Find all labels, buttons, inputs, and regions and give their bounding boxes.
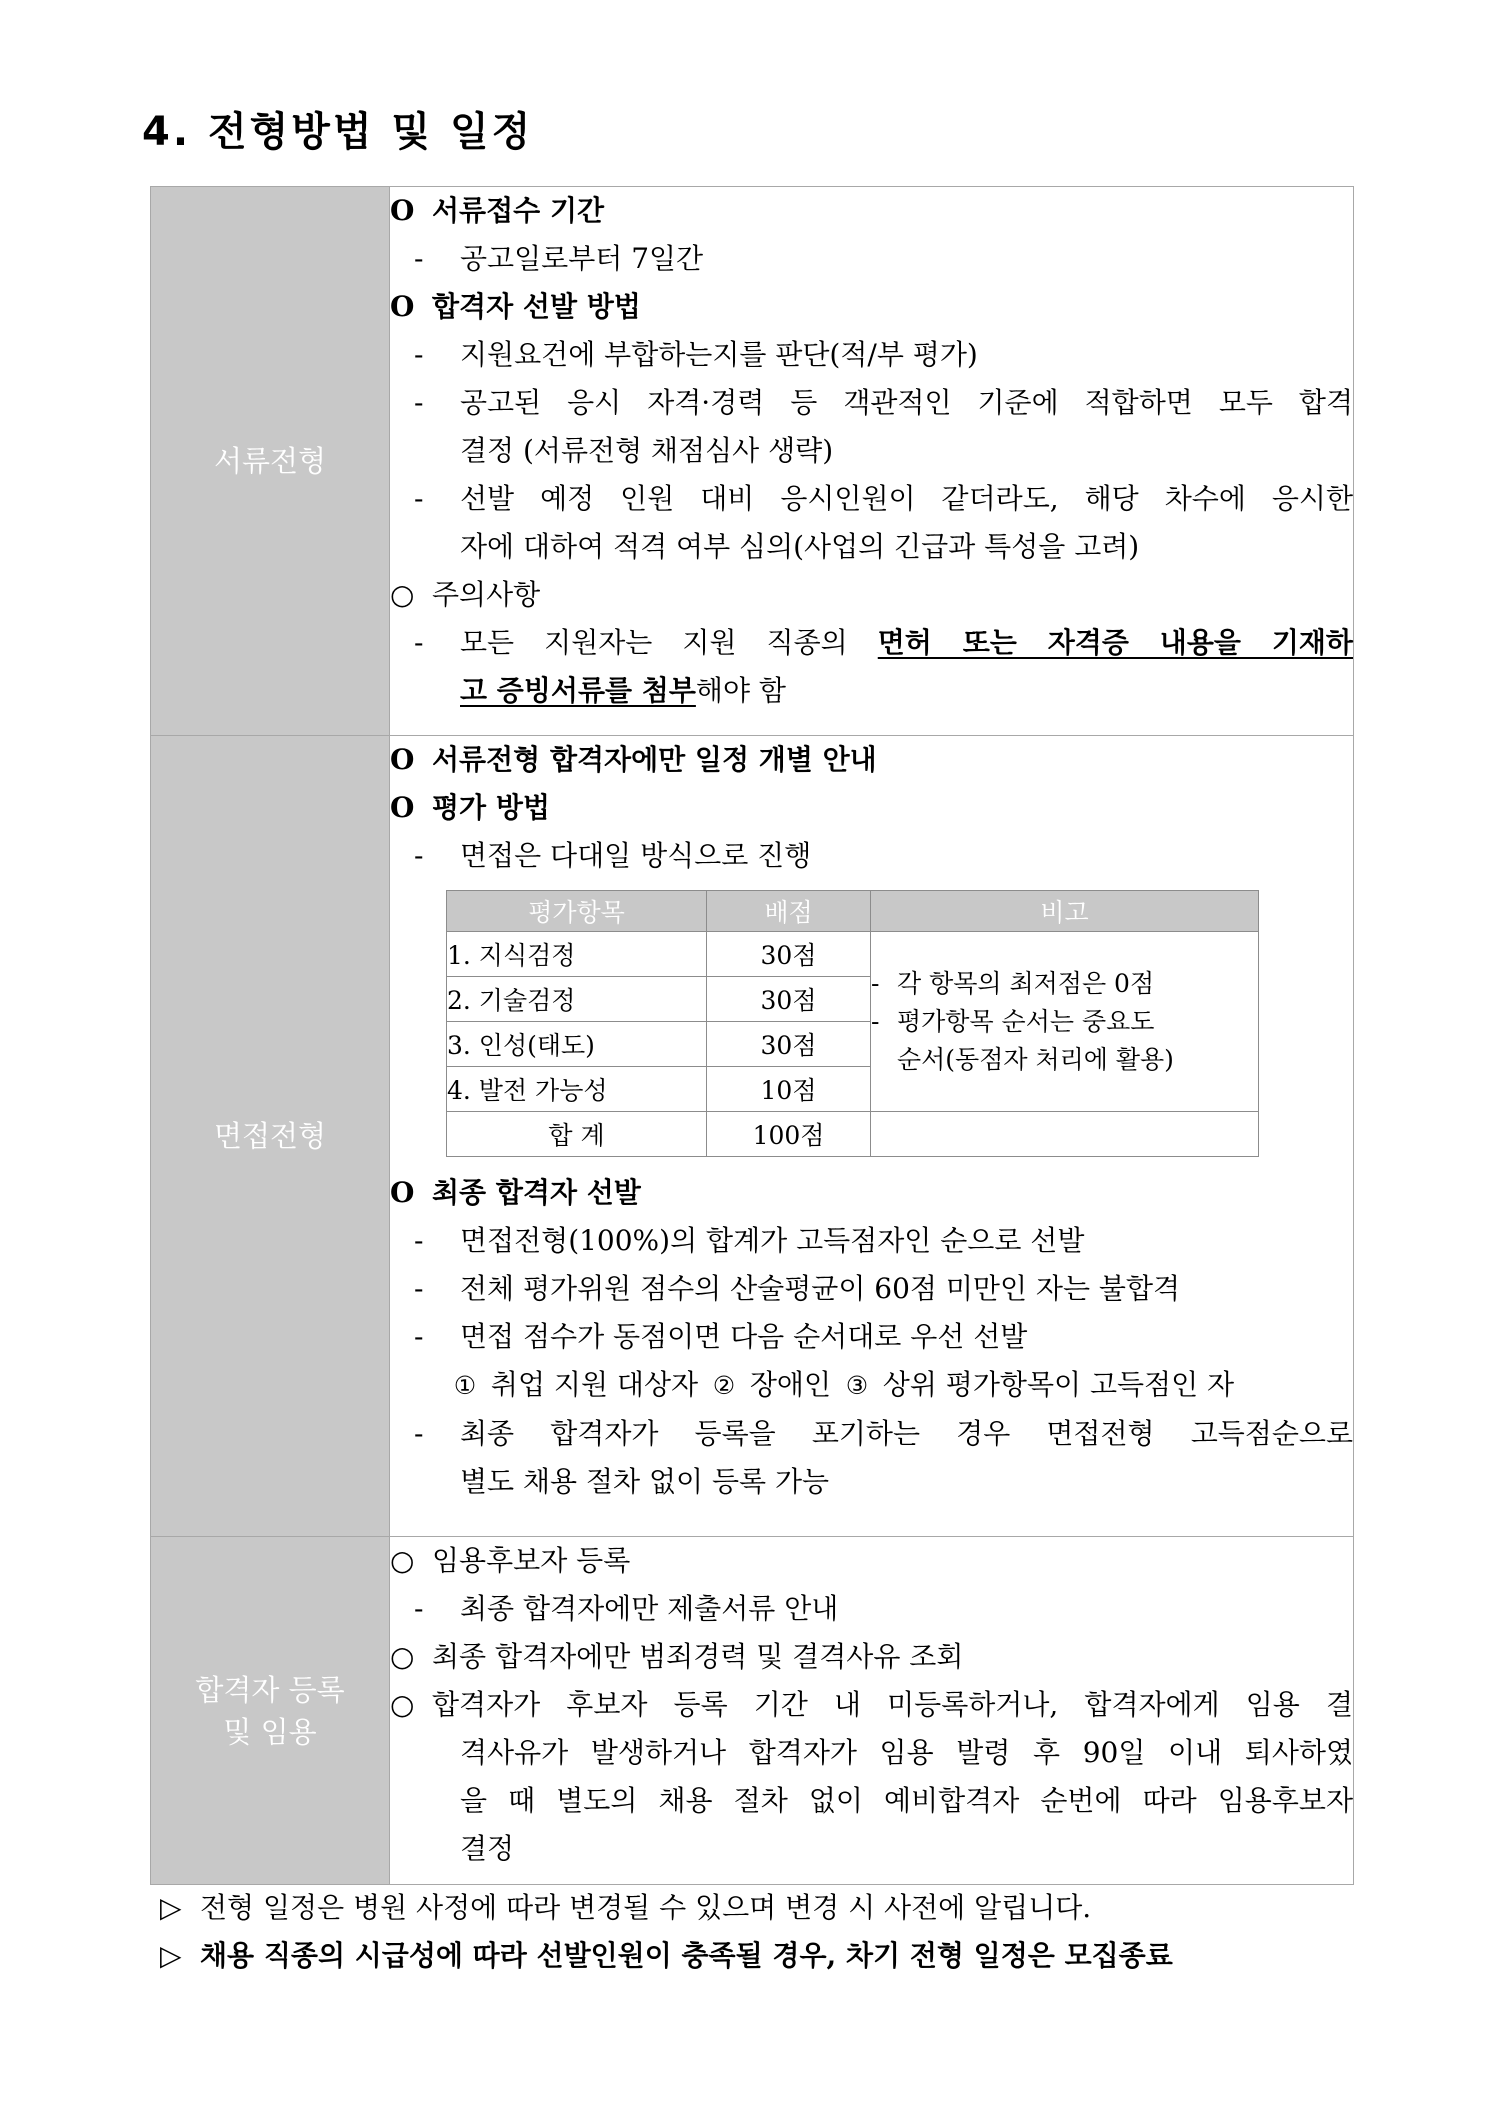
line-text: 을 때 별도의 채용 절차 없이 예비합격자 순번에 따라 임용후보자 [460,1784,1353,1817]
bullet-marker: ○ [390,1544,415,1577]
line-text: 선발 예정 인원 대비 응시인원이 같더라도, 해당 차수에 응시한 [460,482,1353,515]
text-line [390,475,1353,523]
text-line [390,187,1353,235]
line-text: 주의사항 [432,578,541,611]
section-lines [390,187,1353,715]
dash-marker: - [414,242,424,275]
text-line [390,283,1353,331]
priority-order [390,1361,1353,1410]
text-line [390,1585,1353,1633]
note-text: 순서(동점자 처리에 활용) [897,1044,1174,1074]
circled-number: ① [453,1371,477,1400]
line-text: 면접은 다대일 방식으로 진행 [460,839,812,872]
line-text: 합격자가 후보자 등록 기간 내 미등록하거나, 합격자에게 임용 결 [432,1688,1353,1721]
triangle-icon: ▷ [160,1891,182,1924]
section-lines [390,1410,1353,1506]
section-lines [390,736,1353,880]
section-label: 서류전형 [151,187,390,736]
page-title: 4. 전형방법 및 일정 [142,109,534,155]
dash-marker: - [414,1224,424,1257]
line-text: 서류전형 합격자에만 일정 개별 안내 [432,743,877,776]
evaluation-item: 3. 인성(태도) [447,1022,707,1067]
line-text: 자에 대하여 적격 여부 심의(사업의 긴급과 특성을 고려) [460,530,1140,563]
text-line [390,235,1353,283]
line-text: 결정 (서류전형 채점심사 생략) [460,434,834,467]
text-line [390,736,1353,784]
section-lines [390,1169,1353,1361]
footnote [160,1936,1173,1976]
section-interview [151,736,1354,1537]
section-content [390,1537,1354,1885]
priority-text: 장애인 [740,1368,840,1401]
section-registration [151,1537,1354,1885]
text-line [390,571,1353,619]
bullet-marker: ○ [390,578,415,611]
header-item: 평가항목 [447,891,707,932]
bullet-marker: O [390,194,415,227]
line-text: 결정 [460,1832,515,1865]
line-text: 지원요건에 부합하는지를 판단(적/부 평가) [460,338,978,371]
priority-list [448,1368,1234,1401]
line-text: 전체 평가위원 점수의 산술평균이 60점 미만인 자는 불합격 [460,1272,1181,1305]
emphasis-text: 면허 또는 자격증 내용을 기재하 [877,626,1353,659]
emphasis-text: 고 증빙서류를 첨부 [460,674,696,707]
dash-marker: - [871,968,880,998]
section-lines [390,1537,1353,1873]
line-text: 임용후보자 등록 [432,1544,631,1577]
total-note-empty [871,1112,1259,1157]
note-text: 평가항목 순서는 중요도 [897,1006,1155,1036]
text-line [390,832,1353,880]
dash-marker: - [414,482,424,515]
priority-text: 취업 지원 대상자 [482,1368,707,1401]
text-line [390,523,1353,571]
evaluation-table [446,890,1259,1157]
evaluation-item: 4. 발전 가능성 [447,1067,707,1112]
line-text: 최종 합격자에만 제출서류 안내 [460,1592,839,1625]
evaluation-note [871,932,1259,1112]
evaluation-total-row [447,1112,1259,1157]
line-text: 모든 지원자는 지원 직종의 [460,626,878,659]
text-line [390,1169,1353,1217]
evaluation-score: 30점 [707,1022,871,1067]
note-text: 각 항목의 최저점은 0점 [897,968,1155,998]
text-line [390,379,1353,427]
evaluation-score: 30점 [707,977,871,1022]
dash-marker: - [414,1592,424,1625]
circled-number: ② [712,1371,736,1400]
section-document-screening [151,187,1354,736]
line-text: 격사유가 발생하거나 합격자가 임용 발령 후 90일 이내 퇴사하였 [460,1736,1353,1769]
dash-marker: - [414,1272,424,1305]
evaluation-score: 10점 [707,1067,871,1112]
text-line [390,1777,1353,1825]
evaluation-item: 2. 기술검정 [447,977,707,1022]
text-line [390,784,1353,832]
selection-process-table [150,186,1354,1885]
line-text: 공고일로부터 7일간 [460,242,704,275]
section-label-line: 및 임용 [223,1714,317,1749]
text-line [390,1537,1353,1585]
note-line [871,1041,1258,1079]
evaluation-score: 30점 [707,932,871,977]
section-label: 면접전형 [151,736,390,1537]
dash-marker: - [414,626,424,659]
line-text: 별도 채용 절차 없이 등록 가능 [460,1465,830,1498]
footnote-text: 채용 직종의 시급성에 따라 선발인원이 충족될 경우, 차기 전형 일정은 모집종료 [200,1939,1173,1972]
section-label [151,1537,390,1885]
dash-marker: - [414,839,424,872]
footnote [160,1888,1091,1928]
text-line [390,1729,1353,1777]
dash-marker: - [414,386,424,419]
dash-marker: - [871,1006,880,1036]
evaluation-table-header [447,891,1259,932]
total-score: 100점 [707,1112,871,1157]
total-label: 합 계 [447,1112,707,1157]
note-line [871,1003,1258,1041]
evaluation-row [447,932,1259,977]
section-label-line: 합격자 등록 [195,1672,345,1707]
dash-marker: - [414,338,424,371]
text-line [390,1633,1353,1681]
dash-marker: - [414,1417,424,1450]
bullet-marker: O [390,743,415,776]
bullet-marker: O [390,791,415,824]
line-text: 해야 함 [695,674,786,707]
bullet-marker: O [390,290,415,323]
section-content [390,736,1354,1537]
text-line [390,1217,1353,1265]
text-line [390,1410,1353,1458]
text-line [390,1265,1353,1313]
line-text: 최종 합격자에만 범죄경력 및 결격사유 조회 [432,1640,964,1673]
text-line [390,667,1353,715]
line-text: 면접 점수가 동점이면 다음 순서대로 우선 선발 [460,1320,1028,1353]
text-line [390,331,1353,379]
line-text: 공고된 응시 자격·경력 등 객관적인 기준에 적합하면 모두 합격 [460,386,1353,419]
line-text: 최종 합격자 선발 [432,1176,641,1209]
priority-text: 상위 평가항목이 고득점인 자 [873,1368,1235,1401]
bullet-marker: ○ [390,1640,415,1673]
line-text: 서류접수 기간 [432,194,605,227]
footnote-text: 전형 일정은 병원 사정에 따라 변경될 수 있으며 변경 시 사전에 알립니다. [200,1891,1092,1924]
text-line [390,427,1353,475]
text-line [390,1313,1353,1361]
triangle-icon: ▷ [160,1939,182,1972]
header-score: 배점 [707,891,871,932]
line-text: 평가 방법 [432,791,550,824]
text-line [390,1681,1353,1729]
line-text: 최종 합격자가 등록을 포기하는 경우 면접전형 고득점순으로 [460,1417,1353,1450]
text-line [390,619,1353,667]
text-line [390,1825,1353,1873]
note-line [871,965,1258,1003]
dash-marker: - [414,1320,424,1353]
bullet-marker: O [390,1176,415,1209]
circled-number: ③ [845,1371,869,1400]
evaluation-item: 1. 지식검정 [447,932,707,977]
section-content [390,187,1354,736]
line-text: 면접전형(100%)의 합계가 고득점자인 순으로 선발 [460,1224,1085,1257]
bullet-marker: ○ [390,1688,415,1721]
line-text: 합격자 선발 방법 [432,290,641,323]
text-line [390,1458,1353,1506]
header-note: 비고 [871,891,1259,932]
